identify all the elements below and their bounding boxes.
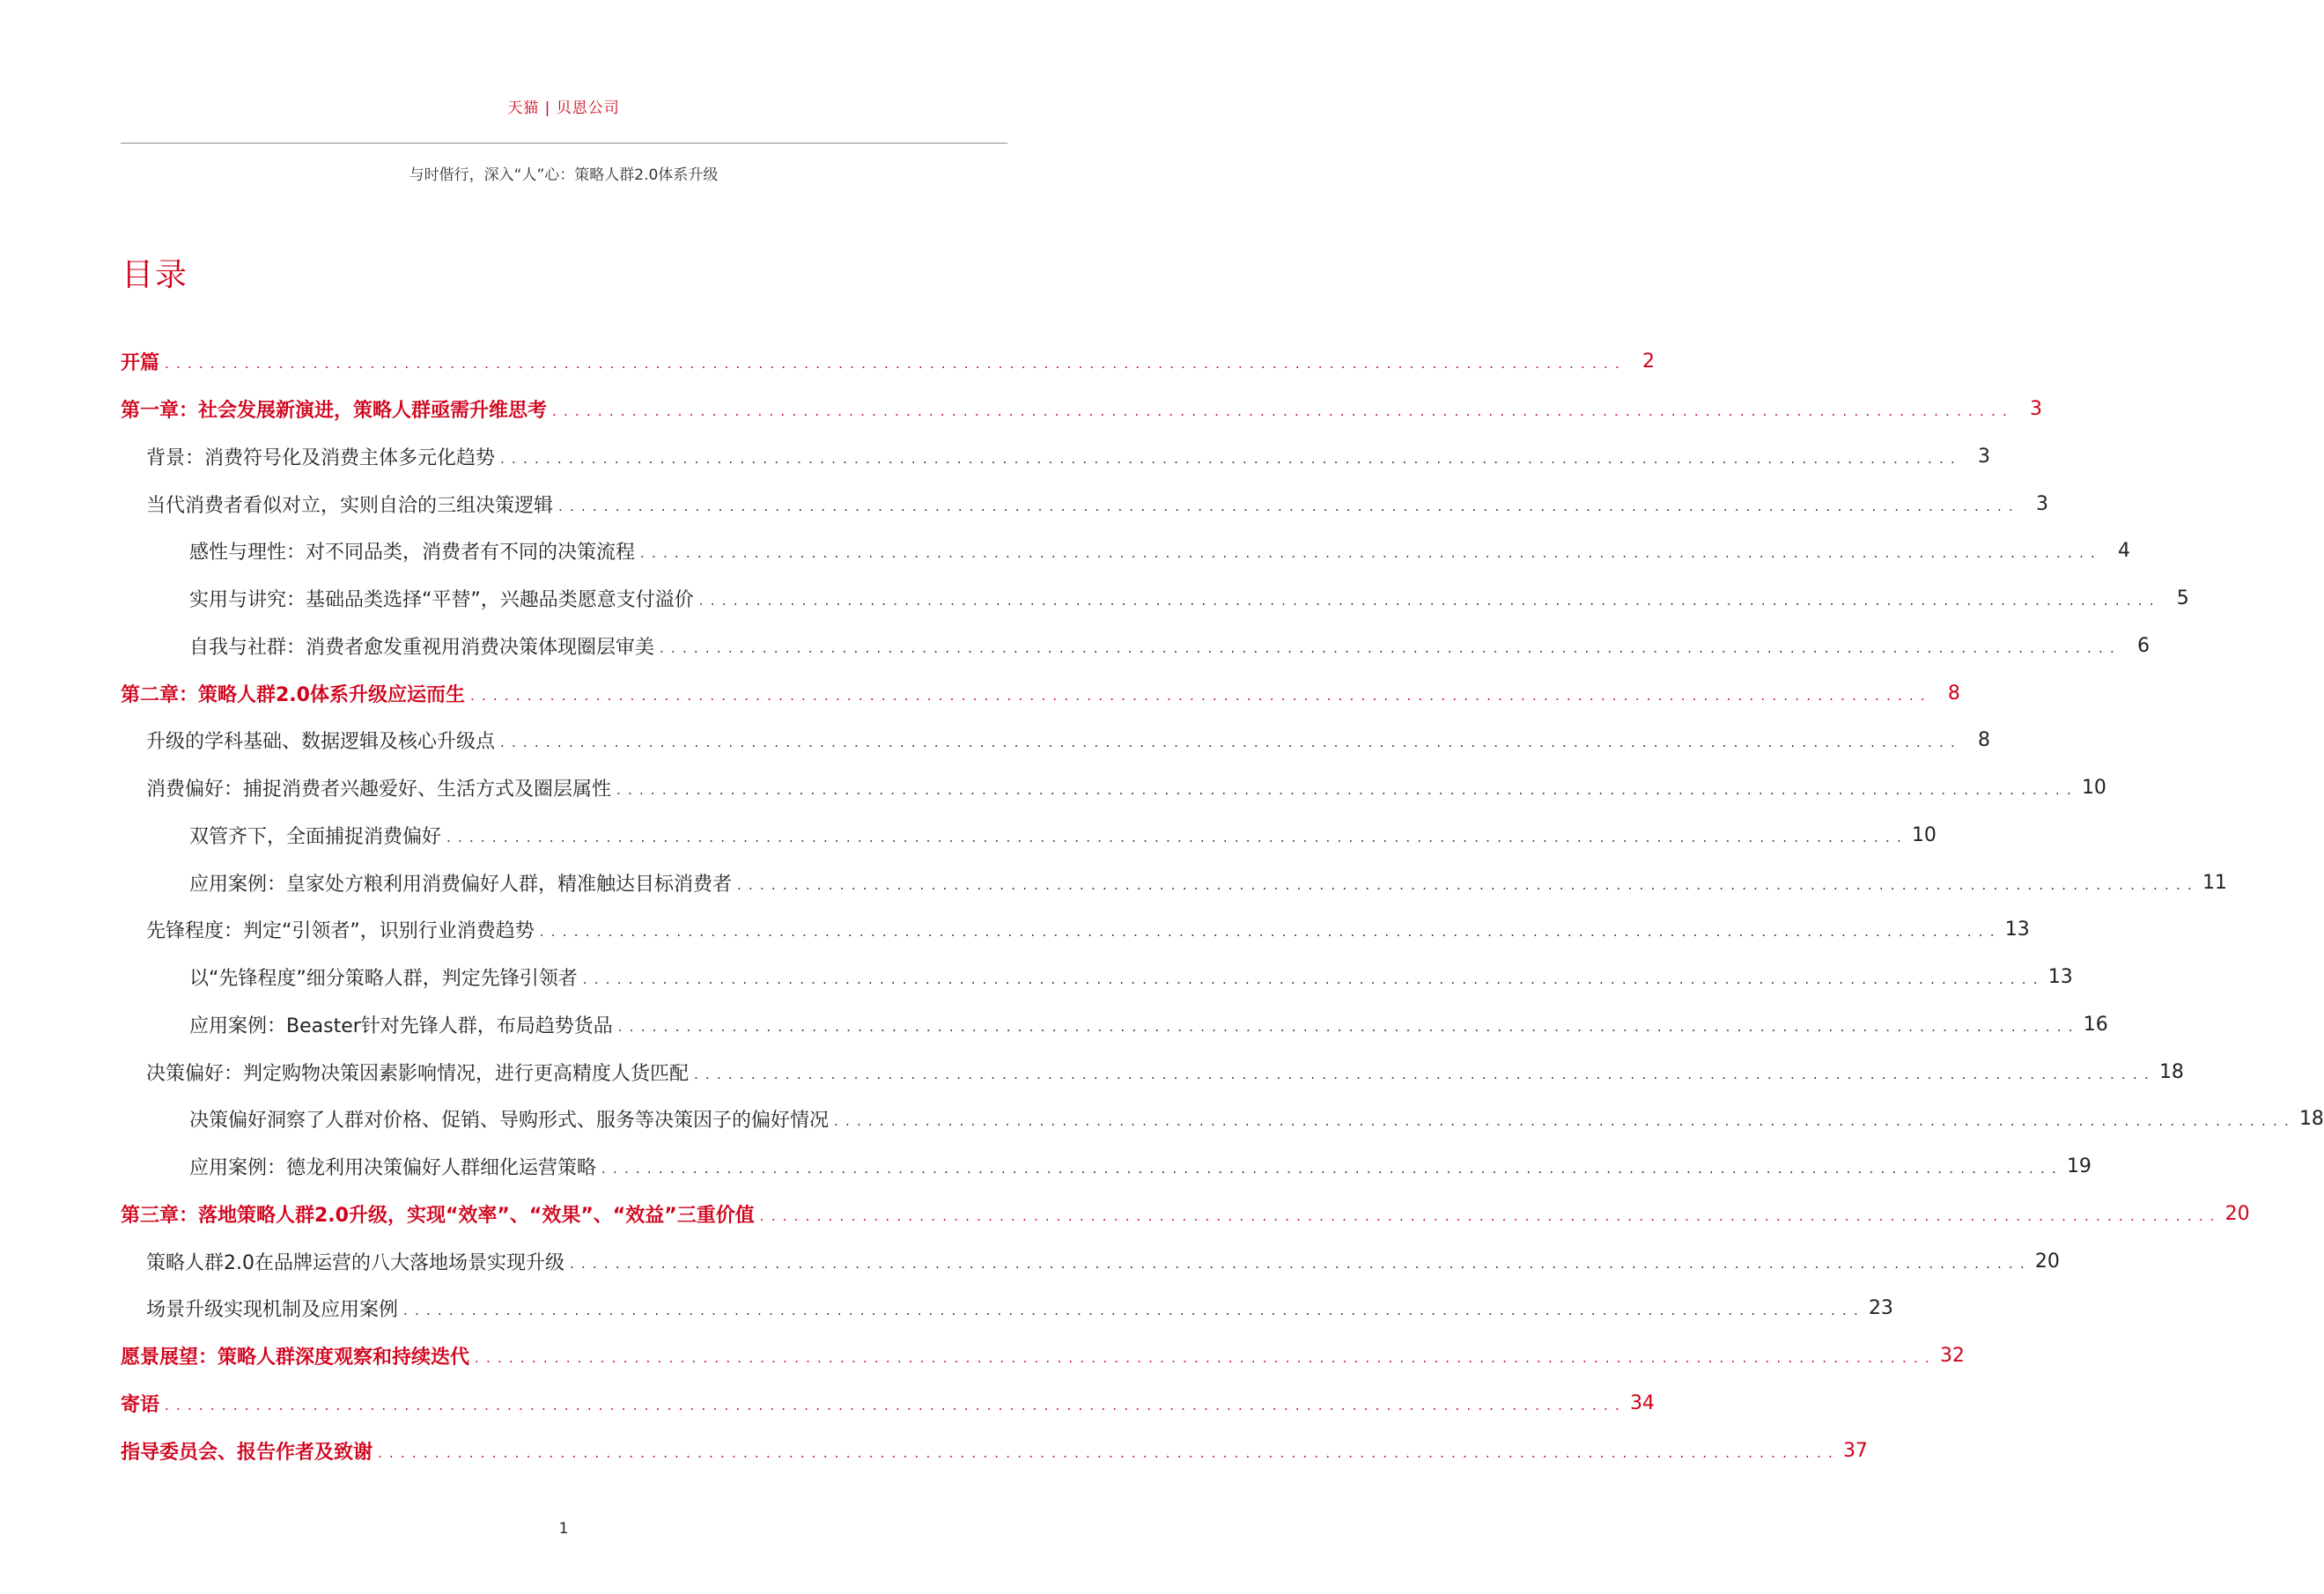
toc-entry-title: 当代消费者看似对立，实则自洽的三组决策逻辑 bbox=[146, 494, 554, 517]
toc-entry-title: 愿景展望：策略人群深度观察和持续迭代 bbox=[121, 1347, 470, 1369]
toc-entry-page: 11 bbox=[2202, 871, 2227, 894]
page-number: 1 bbox=[558, 1520, 569, 1538]
toc-entry-page: 13 bbox=[2004, 919, 2030, 941]
toc-entry[interactable] bbox=[121, 717, 1990, 764]
toc-entry-title: 开篇 bbox=[121, 352, 160, 375]
toc-entry-page: 10 bbox=[2081, 777, 2106, 800]
toc-entry-title: 背景：消费符号化及消费主体多元化趋势 bbox=[146, 446, 496, 469]
toc-dot-leader: ................................................................................................................................ bbox=[582, 971, 2045, 988]
toc-dot-leader: ................................................................................................................................ bbox=[698, 593, 2161, 609]
toc-entry[interactable] bbox=[121, 1427, 1868, 1474]
table-of-contents bbox=[121, 338, 2324, 1474]
toc-entry[interactable] bbox=[121, 764, 2106, 812]
toc-entry[interactable] bbox=[121, 623, 2150, 670]
toc-dot-leader: ................................................................................................................................ bbox=[500, 450, 1962, 467]
toc-dot-leader: ................................................................................................................................ bbox=[570, 1255, 2032, 1272]
toc-dot-leader: ................................................................................................................................ bbox=[539, 924, 2002, 941]
toc-entry[interactable] bbox=[121, 1332, 1965, 1380]
toc-dot-leader: ................................................................................................................................ bbox=[475, 1350, 1937, 1367]
toc-entry[interactable] bbox=[121, 1285, 1893, 1332]
toc-entry[interactable] bbox=[121, 954, 2073, 1001]
toc-entry-title: 指导委员会、报告作者及致谢 bbox=[121, 1441, 373, 1464]
toc-dot-leader: ................................................................................................................................ bbox=[640, 545, 2102, 562]
toc-entry[interactable] bbox=[121, 859, 2227, 906]
toc-entry-page: 20 bbox=[2034, 1250, 2060, 1273]
toc-entry-page: 4 bbox=[2117, 540, 2130, 563]
toc-entry-page: 3 bbox=[2029, 398, 2042, 421]
toc-entry[interactable] bbox=[121, 812, 1937, 860]
toc-entry[interactable] bbox=[121, 906, 2030, 954]
toc-entry-page: 8 bbox=[1977, 729, 1990, 752]
toc-entry-page: 3 bbox=[1977, 445, 1990, 468]
toc-entry[interactable] bbox=[121, 338, 1655, 386]
toc-entry[interactable] bbox=[121, 1237, 2060, 1285]
toc-dot-leader: ................................................................................................................................ bbox=[469, 687, 1932, 704]
toc-dot-leader: ................................................................................................................................ bbox=[378, 1444, 1840, 1461]
toc-dot-leader: ................................................................................................................................ bbox=[446, 829, 1908, 845]
toc-entry-title: 以“先锋程度”细分策略人群，判定先锋引领者 bbox=[189, 968, 578, 991]
header-divider bbox=[121, 143, 1007, 144]
toc-dot-leader: ................................................................................................................................ bbox=[834, 1113, 2296, 1130]
toc-entry-title: 自我与社群：消费者愈发重视用消费决策体现圈层审美 bbox=[189, 636, 655, 659]
toc-dot-leader: ................................................................................................................................ bbox=[617, 1018, 2080, 1035]
toc-entry-page: 18 bbox=[2158, 1060, 2184, 1083]
toc-entry-page: 8 bbox=[1947, 682, 1960, 705]
toc-dot-leader: ................................................................................................................................ bbox=[552, 403, 2014, 420]
toc-entry-title: 感性与理性：对不同品类，消费者有不同的决策流程 bbox=[189, 542, 636, 565]
toc-dot-leader: ................................................................................................................................ bbox=[694, 1066, 2156, 1082]
toc-entry-title: 第三章：落地策略人群2.0升级，实现“效率”、“效果”、“效益”三重价值 bbox=[121, 1204, 755, 1227]
toc-dot-leader: ................................................................................................................................ bbox=[737, 876, 2199, 893]
toc-entry-page: 34 bbox=[1629, 1391, 1655, 1414]
toc-entry[interactable] bbox=[121, 1096, 2324, 1143]
toc-entry-title: 先锋程度：判定“引领者”，识别行业消费趋势 bbox=[146, 920, 535, 943]
toc-entry-title: 第一章：社会发展新演进，策略人群亟需升维思考 bbox=[121, 400, 548, 423]
toc-entry-page: 6 bbox=[2136, 634, 2150, 657]
toc-entry-title: 寄语 bbox=[121, 1393, 160, 1416]
toc-dot-leader: ................................................................................................................................ bbox=[558, 498, 2020, 514]
toc-entry[interactable] bbox=[121, 480, 2048, 528]
toc-entry-page: 32 bbox=[1939, 1345, 1965, 1368]
toc-entry-title: 第二章：策略人群2.0体系升级应运而生 bbox=[121, 683, 465, 706]
toc-dot-leader: ................................................................................................................................ bbox=[759, 1207, 2222, 1224]
toc-title: 目录 bbox=[122, 257, 189, 293]
toc-entry-title: 场景升级实现机制及应用案例 bbox=[146, 1299, 399, 1322]
toc-entry[interactable] bbox=[121, 1380, 1655, 1428]
toc-dot-leader: ................................................................................................................................ bbox=[165, 1397, 1627, 1413]
toc-entry-page: 18 bbox=[2298, 1108, 2324, 1131]
toc-entry[interactable] bbox=[121, 1143, 2092, 1191]
toc-entry-page: 19 bbox=[2066, 1155, 2092, 1178]
toc-entry-title: 实用与讲究：基础品类选择“平替”，兴趣品类愿意支付溢价 bbox=[189, 589, 694, 612]
toc-entry[interactable] bbox=[121, 386, 2042, 433]
toc-entry-page: 37 bbox=[1842, 1439, 1868, 1462]
toc-entry-page: 20 bbox=[2224, 1202, 2250, 1225]
toc-entry-page: 3 bbox=[2035, 492, 2048, 515]
toc-entry-page: 13 bbox=[2047, 966, 2073, 989]
toc-entry-title: 决策偏好洞察了人群对价格、促销、导购形式、服务等决策因子的偏好情况 bbox=[189, 1110, 830, 1133]
toc-entry-title: 升级的学科基础、数据逻辑及核心升级点 bbox=[146, 731, 496, 754]
toc-entry[interactable] bbox=[121, 575, 2189, 623]
toc-dot-leader: ................................................................................................................................ bbox=[616, 782, 2078, 799]
toc-entry-title: 策略人群2.0在品牌运营的八大落地场景实现升级 bbox=[146, 1251, 564, 1274]
toc-dot-leader: ................................................................................................................................ bbox=[601, 1161, 2063, 1177]
toc-entry[interactable] bbox=[121, 1191, 2250, 1238]
toc-entry-page: 5 bbox=[2176, 587, 2189, 610]
toc-entry-page: 2 bbox=[1642, 351, 1655, 373]
toc-entry[interactable] bbox=[121, 528, 2130, 575]
toc-dot-leader: ................................................................................................................................ bbox=[165, 356, 1627, 373]
toc-dot-leader: ................................................................................................................................ bbox=[660, 639, 2121, 656]
toc-entry-page: 10 bbox=[1911, 823, 1937, 846]
toc-dot-leader: ................................................................................................................................ bbox=[500, 734, 1962, 751]
header-subtitle: 与时偕行，深入“人”心：策略人群2.0体系升级 bbox=[409, 166, 719, 184]
toc-entry-title: 应用案例：德龙利用决策偏好人群细化运营策略 bbox=[189, 1157, 597, 1180]
toc-dot-leader: ................................................................................................................................ bbox=[403, 1303, 1865, 1319]
toc-entry-title: 决策偏好：判定购物决策因素影响情况，进行更高精度人货匹配 bbox=[146, 1062, 690, 1085]
toc-entry[interactable] bbox=[121, 433, 1990, 481]
toc-entry[interactable] bbox=[121, 1048, 2184, 1096]
toc-entry[interactable] bbox=[121, 669, 1960, 717]
toc-entry-page: 23 bbox=[1868, 1297, 1893, 1320]
toc-entry-page: 16 bbox=[2083, 1013, 2108, 1036]
toc-entry-title: 双管齐下，全面捕捉消费偏好 bbox=[189, 825, 442, 848]
toc-entry[interactable] bbox=[121, 1001, 2108, 1049]
toc-entry-title: 消费偏好：捕捉消费者兴趣爱好、生活方式及圈层属性 bbox=[146, 779, 612, 801]
toc-entry-title: 应用案例：Beaster针对先锋人群，布局趋势货品 bbox=[189, 1015, 613, 1037]
toc-entry-title: 应用案例：皇家处方粮利用消费偏好人群，精准触达目标消费者 bbox=[189, 873, 733, 896]
header-brand: 天猫 | 贝恩公司 bbox=[507, 100, 620, 117]
